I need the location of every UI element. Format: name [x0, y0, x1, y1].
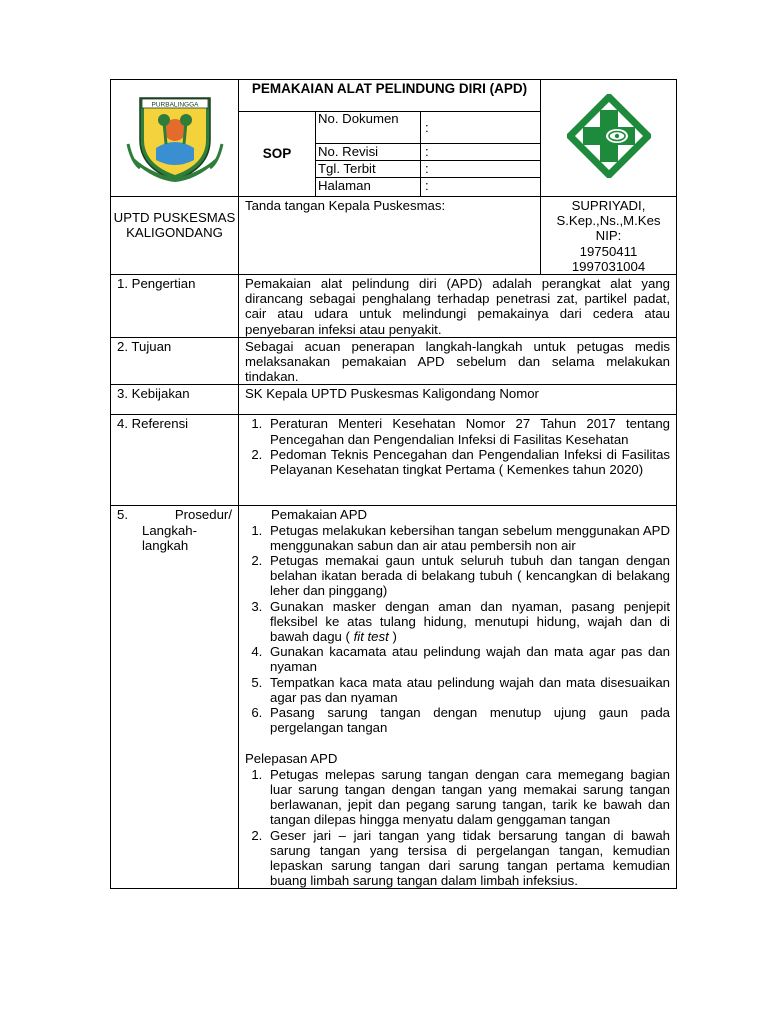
pelepasan-step: 2. Geser jari – jari tangan yang tidak bersarung tangan di bawah sarung tangan yang tersisa di pergelangan tangan, kemudian lepaskan sarung tangan dari sarung tangan pertama kemudian buang limbah sarung tangan dalam limbah infeksius. [266, 828, 670, 889]
head-nip-label: NIP: [595, 228, 622, 244]
referensi-item: 2. Pedoman Teknis Pencegahan dan Pengendalian Infeksi di Fasilitas Pelayanan Kesehatan tingkat Pertama ( Kemenkes tahun 2020) [266, 447, 670, 477]
tujuan-text: Sebagai acuan penerapan langkah-langkah untuk petugas medis melaksanakan pemakaian APD sebelum dan selama melakukan tindakan. [239, 337, 677, 385]
regency-emblem-icon [126, 88, 224, 184]
meta-label-no-revisi: No. Revisi [316, 144, 421, 161]
kebijakan-text: SK Kepala UPTD Puskesmas Kaligondang Nomor [239, 385, 677, 415]
pengertian-label: 1. Pengertian [111, 275, 239, 338]
pelepasan-list [245, 767, 670, 889]
referensi-item: 1. Peraturan Menteri Kesehatan Nomor 27 Tahun 2017 tentang Pencegahan dan Pengendalian Infeksi di Fasilitas Kesehatan [266, 416, 670, 446]
prosedur-content [239, 506, 677, 889]
prosedur-label-c: langkah [142, 537, 189, 553]
pemakaian-step: 6. Pasang sarung tangan dengan menutup ujung gaun pada pergelangan tangan [266, 705, 670, 735]
pemakaian-step [266, 599, 670, 645]
sop-meta-table [239, 112, 540, 196]
prosedur-label-b: Langkah- [142, 522, 197, 538]
meta-value-no-revisi: : [421, 144, 541, 161]
unit-name [111, 197, 239, 275]
signature-label-text: Tanda tangan Kepala Puskesmas: [245, 198, 446, 213]
fit-test-close: ) [388, 629, 397, 645]
meta-label-no-dokumen: No. Dokumen [316, 112, 421, 144]
prosedur-label [111, 506, 239, 889]
document-title-text: PEMAKAIAN ALAT PELINDUNG DIRI (APD) [251, 81, 528, 96]
pelepasan-title: Pelepasan APD [245, 751, 338, 767]
prosedur-label-a: Prosedur/ [174, 507, 232, 523]
document-title [239, 80, 541, 112]
sop-table [110, 79, 677, 889]
pemakaian-step: 4. Gunakan kacamata atau pelindung wajah dan mata agar pas dan nyaman [266, 644, 670, 674]
meta-value-no-dokumen: : [421, 112, 541, 144]
prosedur-label-num: 5. [117, 507, 128, 523]
pemakaian-step: 5. Tempatkan kaca mata atau pelindung wajah dan mata disesuaikan agar pas dan nyaman [266, 675, 670, 705]
head-nip: 19750411 1997031004 [571, 243, 646, 274]
meta-value-halaman: : [425, 178, 429, 193]
puskesmas-logo-icon [567, 94, 651, 178]
pengertian-text: Pemakaian alat pelindung diri (APD) adalah perangkat alat yang dirancang sebagai penghalang terhadap penetrasi zat, partikel padat, cair atau udara untuk melindungi pemakainya dari cedera atau penyebaran infeksi atau penyakit. [239, 275, 677, 338]
meta-value-tgl-terbit: : [421, 161, 541, 178]
emblem-banner-text: PURBALINGGA [151, 101, 198, 109]
signature-label [239, 197, 541, 275]
referensi-list [245, 416, 670, 477]
pemakaian-step: 2. Petugas memakai gaun untuk seluruh tubuh dan tangan dengan belahan ikatan berada di belakang tubuh ( kencangkan di belakang leher dan pinggang) [266, 553, 670, 599]
pemakaian-step: 1. Petugas melakukan kebersihan tangan sebelum menggunakan APD menggunakan sabun dan air atau pembersih non air [266, 523, 670, 553]
tujuan-label: 2. Tujuan [111, 337, 239, 385]
meta-label-halaman: Halaman [316, 178, 421, 197]
referensi-content [239, 415, 677, 506]
pemakaian-list [245, 523, 670, 736]
sop-label: SOP [239, 112, 316, 196]
pelepasan-step: 1. Petugas melepas sarung tangan dengan cara memegang bagian luar sarung tangan dengan tangan yang memakai sarung tangan berlawanan, jepit dan pegang sarung tangan, tarik ke bawah dan tangan dilepas hingga menyatu dalam genggaman tangan [266, 767, 670, 828]
fit-test-text: fit test [353, 629, 389, 645]
puskesmas-logo-cell [541, 80, 677, 197]
sop-document [110, 79, 676, 889]
pemakaian-title: Pemakaian APD [271, 507, 368, 523]
meta-label-tgl-terbit: Tgl. Terbit [316, 161, 421, 178]
regency-logo-cell [111, 80, 239, 197]
referensi-label: 4. Referensi [111, 415, 239, 506]
unit-name-text: UPTD PUSKESMAS KALIGONDANG [113, 210, 236, 241]
pemakaian-step-text: Gunakan masker dengan aman dan nyaman, pasang penjepit fleksibel ke atas tulang hidung, menutupi hidung, wajah dan di bawah dagu ( [270, 598, 670, 645]
kebijakan-label: 3. Kebijakan [111, 385, 239, 415]
head-name: SUPRIYADI, S.Kep.,Ns.,M.Kes [556, 198, 661, 229]
sop-meta-cell [239, 112, 541, 197]
head-info [541, 197, 677, 275]
